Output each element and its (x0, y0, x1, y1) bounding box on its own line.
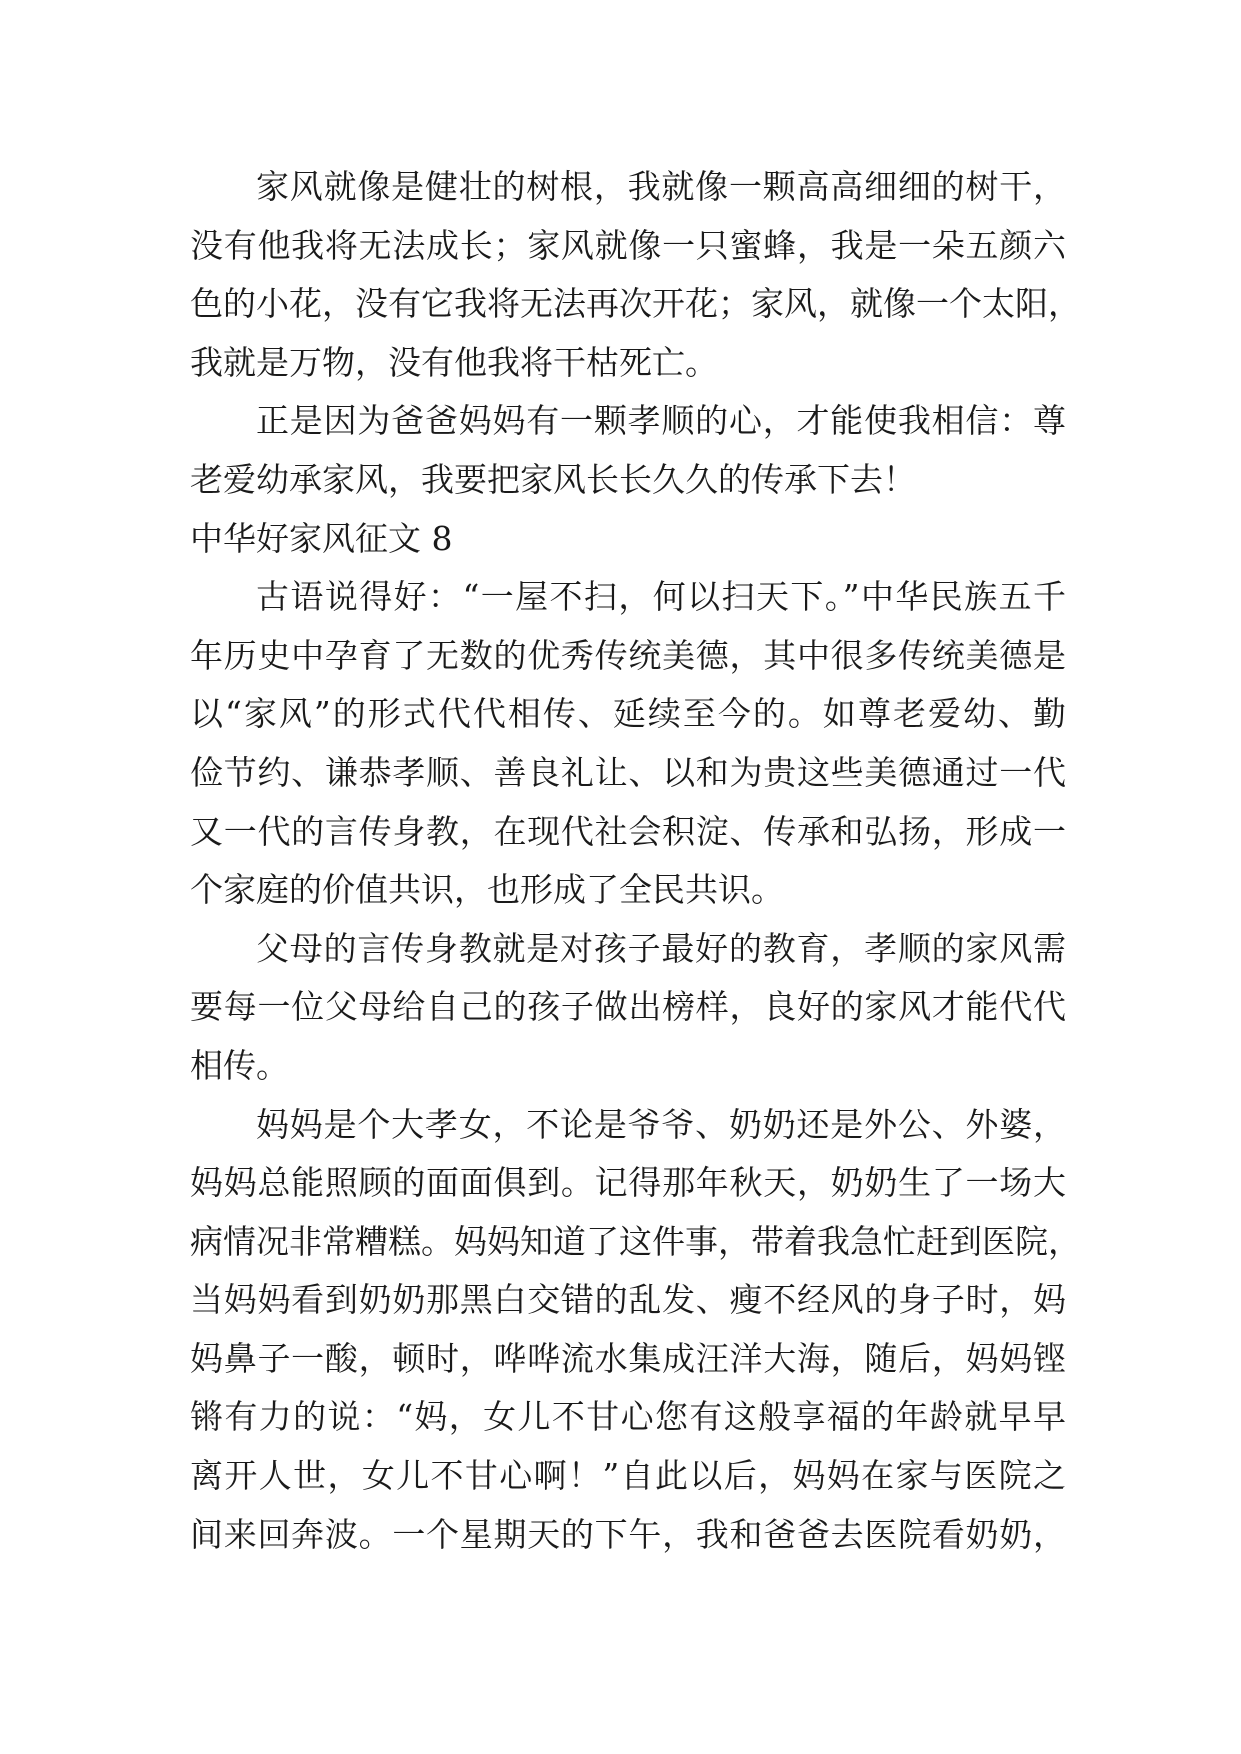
paragraph-1-line-1: 家风就像是健壮的树根，我就像一颗高高细细的树干， (256, 167, 1066, 206)
paragraph-3-line-5: 又一代的言传身教，在现代社会积淀、传承和弘扬，形成一 (190, 811, 1066, 851)
paragraph-4-line-2: 要每一位父母给自己的孩子做出榜样，良好的家风才能代代 (190, 987, 1066, 1027)
paragraph-5-line-6: 锵有力的说：“妈，女儿不甘心您有这般享福的年龄就早早 (190, 1397, 1066, 1437)
paragraph-2-line-1: 正是因为爸爸妈妈有一颗孝顺的心，才能使我相信：尊 (256, 401, 1066, 441)
paragraph-3-line-1: 古语说得好：“一屋不扫，何以扫天下。”中华民族五千 (256, 577, 1066, 617)
section-heading: 中华好家风征文 8 (190, 518, 453, 558)
paragraph-3-line-3: 以“家风”的形式代代相传、延续至今的。如尊老爱幼、勤 (190, 694, 1066, 734)
paragraph-5-line-3: 病情况非常糟糕。妈妈知道了这件事，带着我急忙赶到医院， (190, 1221, 1081, 1261)
paragraph-1-line-4: 我就是万物，没有他我将干枯死亡。 (190, 342, 718, 382)
paragraph-4-line-1: 父母的言传身教就是对孩子最好的教育，孝顺的家风需 (256, 928, 1066, 968)
paragraph-5-line-4: 当妈妈看到奶奶那黑白交错的乱发、瘦不经风的身子时，妈 (190, 1280, 1066, 1320)
paragraph-5-line-8: 间来回奔波。一个星期天的下午，我和爸爸去医院看奶奶， (190, 1514, 1066, 1554)
paragraph-3-line-4: 俭节约、谦恭孝顺、善良礼让、以和为贵这些美德通过一代 (190, 752, 1066, 792)
paragraph-2-line-2: 老爱幼承家风，我要把家风长长久久的传承下去！ (190, 459, 916, 499)
paragraph-3-line-2: 年历史中孕育了无数的优秀传统美德，其中很多传统美德是 (190, 635, 1066, 675)
paragraph-4-line-3: 相传。 (190, 1045, 289, 1085)
document-body (190, 158, 1081, 1564)
paragraph-5-line-7: 离开人世，女儿不甘心啊！”自此以后，妈妈在家与医院之 (190, 1456, 1066, 1496)
paragraph-1-line-2: 没有他我将无法成长；家风就像一只蜜蜂，我是一朵五颜六 (190, 225, 1066, 265)
paragraph-5-line-2: 妈妈总能照顾的面面俱到。记得那年秋天，奶奶生了一场大 (190, 1163, 1066, 1203)
paragraph-5-line-1: 妈妈是个大孝女，不论是爷爷、奶奶还是外公、外婆， (256, 1104, 1066, 1144)
paragraph-3-line-6: 个家庭的价值共识，也形成了全民共识。 (190, 870, 784, 910)
paragraph-1-line-3: 色的小花，没有它我将无法再次开花；家风，就像一个太阳， (190, 284, 1081, 324)
paragraph-5-line-5: 妈鼻子一酸，顿时，哗哗流水集成汪洋大海，随后，妈妈铿 (190, 1338, 1066, 1378)
